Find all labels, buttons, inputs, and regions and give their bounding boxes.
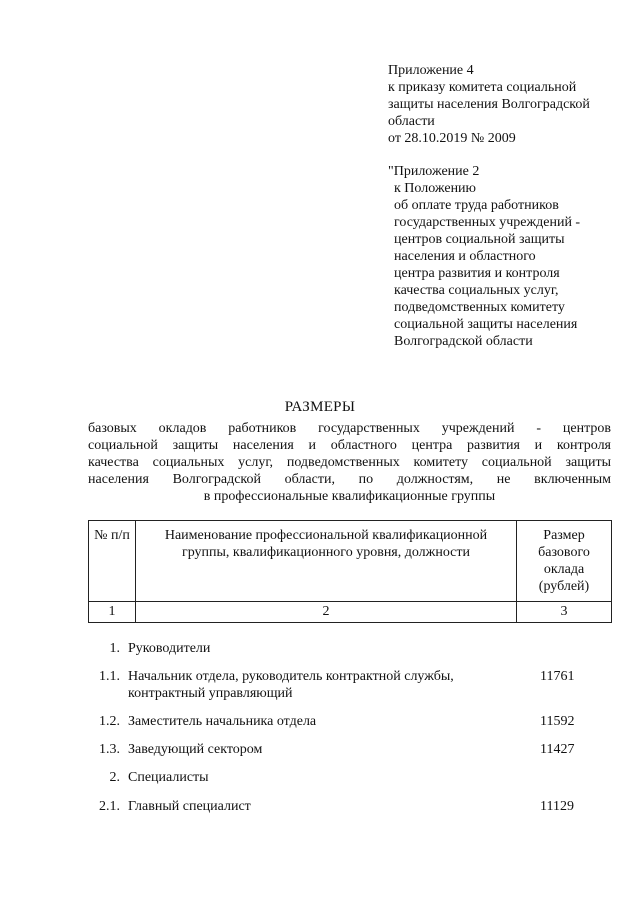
document-title: РАЗМЕРЫ: [284, 399, 356, 415]
row-number: 1.1.: [99, 669, 120, 684]
appendix-2-line: социальной защиты населения: [394, 317, 578, 332]
appendix-4-line: защиты населения Волгоградской: [388, 97, 590, 112]
row-number: 1.2.: [99, 714, 120, 729]
col-index-2: 2: [136, 602, 517, 623]
row-name: Руководители: [128, 641, 211, 656]
appendix-4-line: Приложение 4: [388, 63, 474, 78]
row-name-continuation: контрактный управляющий: [128, 686, 293, 701]
row-name: Главный специалист: [128, 799, 251, 814]
subtitle-line: качества социальных услуг, подведомственных комитету социальной защиты: [88, 455, 611, 470]
row-name: Специалисты: [128, 770, 209, 785]
row-number: 1.: [109, 641, 120, 656]
appendix-4-header: [388, 62, 590, 147]
appendix-2-header: [388, 163, 580, 350]
table-row: [0, 741, 640, 761]
row-salary: 11129: [540, 799, 574, 814]
row-salary: 11427: [540, 742, 575, 757]
table-row: [0, 668, 640, 704]
row-name: Заведующий сектором: [128, 742, 263, 757]
appendix-4-line: к приказу комитета социальной: [388, 80, 577, 95]
col-header-salary: Размер базового оклада (рублей): [517, 521, 612, 602]
row-name: Заместитель начальника отдела: [128, 714, 317, 729]
table-row: [0, 798, 640, 818]
row-name: Начальник отдела, руководитель контрактной службы,: [128, 669, 454, 684]
appendix-2-line: об оплате труда работников: [394, 198, 559, 213]
appendix-4-line: области: [388, 114, 435, 129]
row-number: 1.3.: [99, 742, 120, 757]
appendix-2-line: Волгоградской области: [394, 334, 533, 349]
appendix-2-line: центров социальной защиты: [394, 232, 565, 247]
salary-table-header: [88, 520, 612, 623]
subtitle-line: в профессиональные квалификационные группы: [203, 489, 496, 504]
appendix-2-line: качества социальных услуг,: [394, 283, 559, 298]
row-number: 2.1.: [99, 799, 120, 814]
col-index-1: 1: [89, 602, 136, 623]
row-number: 2.: [109, 770, 120, 785]
appendix-2-line: "Приложение 2: [388, 164, 480, 179]
appendix-2-line: населения и областного: [394, 249, 536, 264]
subtitle-line: социальной защиты населения и областного центра развития и контроля: [88, 438, 611, 453]
col-header-name: Наименование профессиональной квалификационной группы, квалификационного уровня, должности: [136, 521, 517, 602]
appendix-2-line: к Положению: [394, 181, 477, 196]
table-row: [0, 769, 640, 789]
col-header-num: № п/п: [89, 521, 136, 602]
document-subtitle: [88, 420, 611, 505]
appendix-2-line: государственных учреждений -: [394, 215, 581, 230]
col-index-3: 3: [517, 602, 612, 623]
table-row: [0, 713, 640, 733]
appendix-2-line: центра развития и контроля: [394, 266, 560, 281]
row-salary: 11592: [540, 714, 575, 729]
table-row: [0, 640, 640, 660]
row-salary: 11761: [540, 669, 575, 684]
appendix-4-line: от 28.10.2019 № 2009: [388, 131, 516, 146]
subtitle-line: базовых окладов работников государственных учреждений - центров: [88, 421, 611, 436]
subtitle-line: населения Волгоградской области, по должностям, не включенным: [88, 472, 611, 487]
appendix-2-line: подведомственных комитету: [394, 300, 565, 315]
